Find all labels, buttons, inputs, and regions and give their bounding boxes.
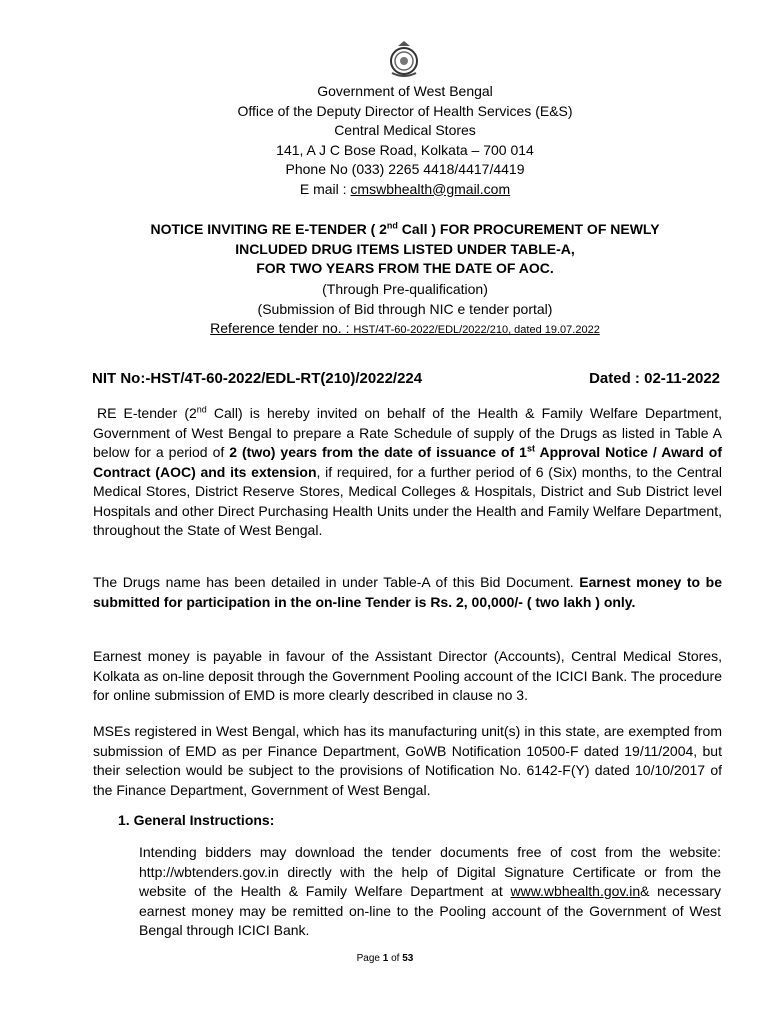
letterhead-line: 141, A J C Bose Road, Kolkata – 700 014 — [276, 141, 534, 158]
letterhead-line: Government of West Bengal — [317, 83, 493, 99]
email-link[interactable]: cmswbhealth@gmail.com — [350, 180, 511, 197]
letterhead — [90, 82, 720, 199]
letterhead-line: Office of the Deputy Director of Health Services (E&S) — [237, 102, 573, 119]
email-label: E mail : — [299, 180, 351, 197]
paragraph-mse-exemption: MSEs registered in West Bengal, which has its manufacturing unit(s) in this state, are exempted from submission of EMD as per Finance Department, GoWB Notification 10500-F dated 19/11/2004, but their selection would be subject to the provisions of Notification No. 6142-F(Y) dated 10/10/2017 of the Finance Department, Government of West Bengal. — [93, 723, 722, 798]
paragraph-earnest-money — [93, 573, 722, 612]
reference-value: HST/4T-60-2022/EDL/2022/210, dated 19.07.2022 — [353, 324, 600, 336]
page-number: 1 — [382, 953, 389, 964]
para-text: , if required, for a further period of 6 (Six) months, to the Central Medical Stores, District Reserve Stores, Medical Colleges & Hospitals, District and Sub District level Hospitals and other Direct Purchasing Health Units under the Health and Family Welfare Department, throughout the State of West Bengal. — [93, 463, 722, 538]
paragraph-tender-invitation — [93, 404, 722, 541]
website-link[interactable]: www.wbhealth.gov.in — [510, 883, 641, 899]
letterhead-line: Phone No (033) 2265 4418/4417/4419 — [285, 161, 525, 177]
footer-text: of — [388, 953, 403, 964]
para-text: & necessary earnest money may be remitted on-line to the Pooling account of the Government of West Bengal through ICICI Bank. — [139, 883, 721, 938]
title-text: NOTICE INVITING RE E-TENDER ( 2 — [150, 221, 387, 237]
para-bold: Approval Notice / Award of Contract (AOC) and its extension — [93, 444, 722, 480]
reference-tender-line — [90, 319, 720, 341]
para-bold: 2 (two) years from the date of issuance of 1 — [229, 444, 527, 460]
title-sup: nd — [386, 220, 398, 231]
email-line — [90, 180, 720, 200]
government-emblem-icon — [386, 40, 422, 78]
nit-line — [92, 370, 722, 387]
nit-number: NIT No:-HST/4T-60-2022/EDL-RT(210)/2022/224 — [92, 370, 423, 387]
para-sup: st — [526, 443, 535, 454]
notice-subtitle — [90, 280, 720, 341]
subtitle-line: (Through Pre-qualification) — [322, 281, 488, 297]
title-line: FOR TWO YEARS FROM THE DATE OF AOC. — [256, 260, 554, 276]
para-text: Call) is hereby invited on behalf of the Health & Family Welfare Department, Government of West Bengal to prepare a Rate Schedule of supply of the Drugs as listed in Table A below for a period of — [93, 405, 722, 460]
section-body-general-instructions — [139, 843, 721, 941]
paragraph-emd-payment: Earnest money is payable in favour of the Assistant Director (Accounts), Central Medical Stores, Kolkata as on-line deposit through the Government Pooling account of the ICICI Bank. The procedure for online submission of EMD is more clearly described in clause no 3. — [93, 648, 722, 703]
letterhead-line: Central Medical Stores — [334, 122, 476, 138]
page-total: 53 — [402, 953, 414, 964]
title-line — [90, 220, 720, 240]
subtitle-line: (Submission of Bid through NIC e tender portal) — [257, 300, 553, 317]
para-sup: nd — [196, 404, 207, 415]
page-footer — [0, 953, 770, 964]
footer-text: Page — [356, 953, 383, 964]
title-line: INCLUDED DRUG ITEMS LISTED UNDER TABLE-A, — [235, 240, 575, 257]
para-text: RE E-tender (2 — [97, 405, 197, 421]
title-text: Call ) FOR PROCUREMENT OF NEWLY — [397, 221, 660, 237]
para-text: Intending bidders may download the tender documents free of cost from the website: http://wbtenders.gov.in directly with the help of Digital Signature Certificate or from the website of the Health & Family Welfare Department at — [139, 844, 721, 899]
nit-date: Dated : 02-11-2022 — [589, 370, 720, 387]
notice-title — [90, 220, 720, 279]
section-heading-general-instructions: 1. General Instructions: — [118, 812, 275, 828]
para-bold: Earnest money to be submitted for participation in the on-line Tender is Rs. 2, 00,000/- ( two lakh ) only. — [93, 574, 723, 610]
para-text: The Drugs name has been detailed in under Table-A of this Bid Document. — [93, 574, 580, 590]
reference-label: Reference tender no. : — [210, 320, 354, 336]
